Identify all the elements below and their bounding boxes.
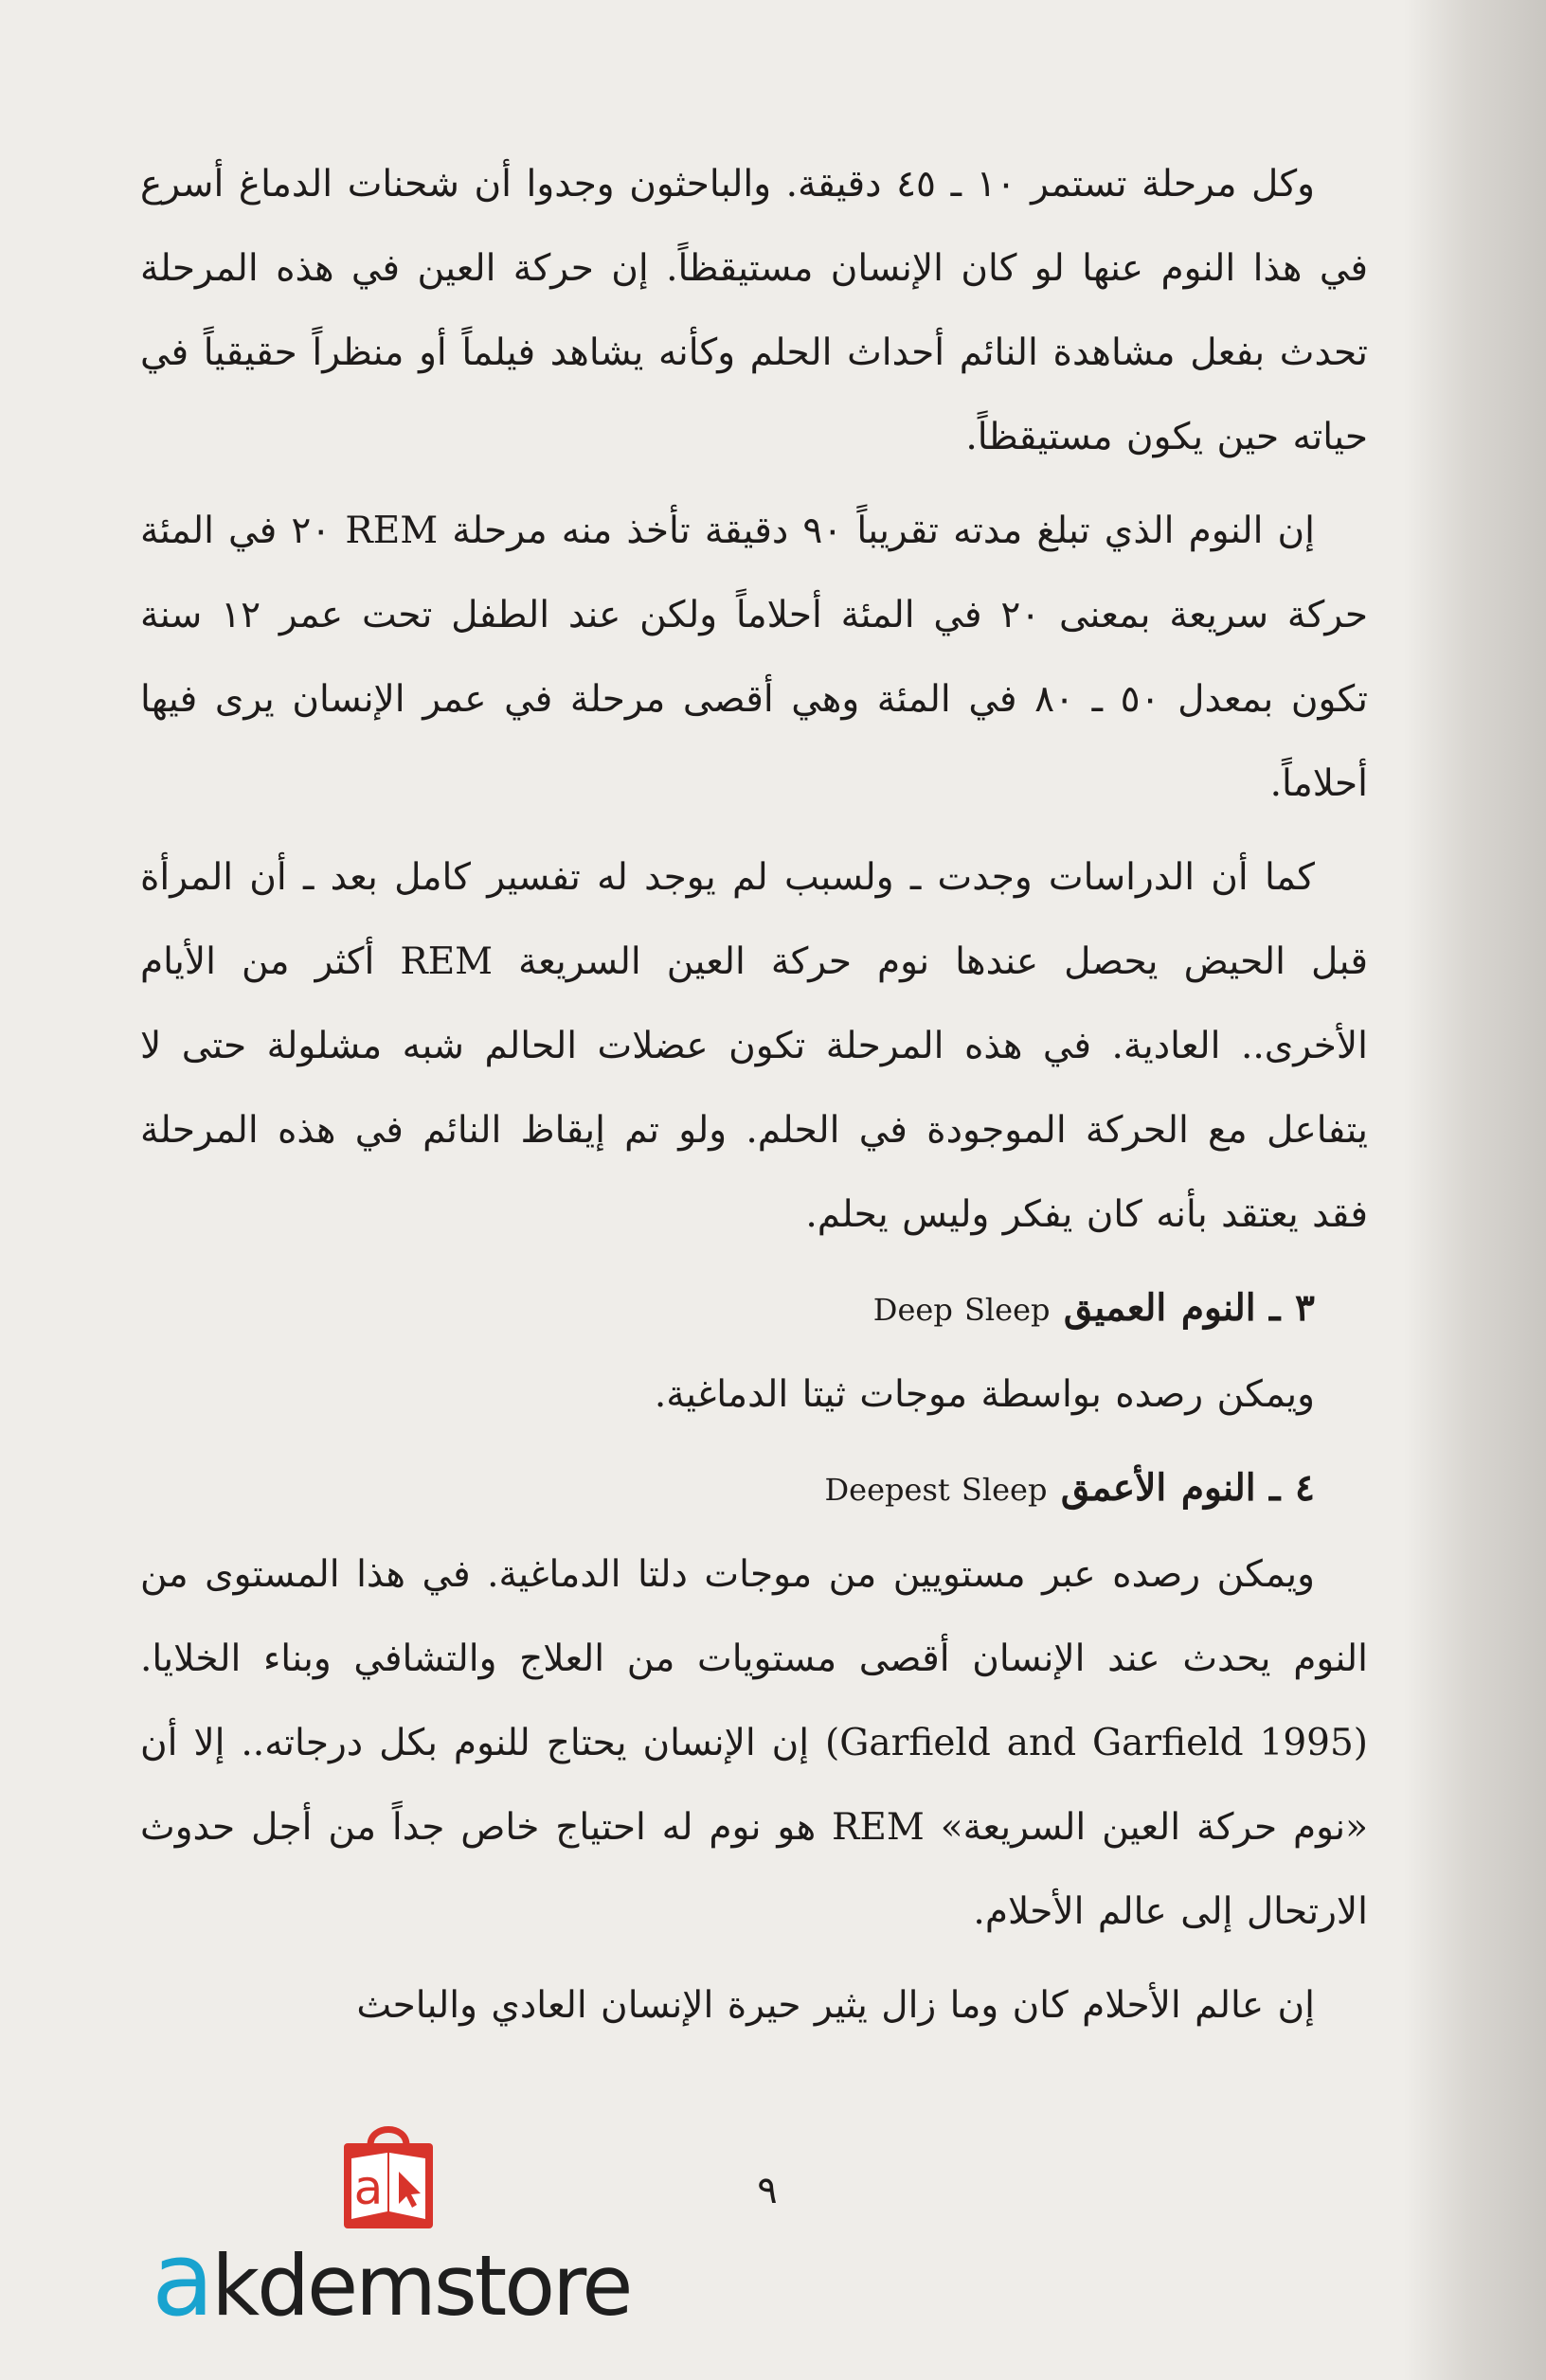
paragraph-2: إن النوم الذي تبلغ مدته تقريباً ٩٠ دقيقة تأخذ منه مرحلة REM ٢٠ في المئة حركة سريعة بمعنى ٢٠ في المئة أحلاماً ولكن عند الطفل تحت عمر ١٢ سنة تكون بمعدل ٥٠ ـ ٨٠ في المئة وهي أقصى مرحلة في عمر الإنسان يرى فيها أحلاماً.	[140, 510, 1368, 805]
section-heading-deepest-sleep	[140, 1446, 1368, 1532]
heading-english: Deep Sleep	[872, 1292, 1051, 1328]
paragraph-1: وكل مرحلة تستمر ١٠ ـ ٤٥ دقيقة. والباحثون وجدوا أن شحنات الدماغ أسرع في هذا النوم عنها لو كان الإنسان مستيقظاً. إن حركة العين في هذه المرحلة تحدث بفعل مشاهدة النائم أحداث الحلم وكأنه يشاهد فيلماً أو منظراً حقيقياً في حياته حين يكون مستيقظاً.	[140, 163, 1368, 458]
paragraph-5: ويمكن رصده عبر مستويين من موجات دلتا الدماغية. في هذا المستوى من النوم يحدث عند الإنسان أقصى مستويات من العلاج والتشافي وبناء الخلايا. (Garfield and Garfield 1995) إن الإنسان يحتاج للنوم بكل درجاته.. إلا أن «نوم حركة العين السريعة» REM هو نوم له احتياج خاص جداً من أجل حدوث الارتحال إلى عالم الأحلام.	[140, 1553, 1368, 1933]
heading-number: ٤ ـ	[1269, 1466, 1315, 1510]
heading-number: ٣ ـ	[1269, 1286, 1315, 1330]
heading-arabic: النوم العميق	[1063, 1286, 1256, 1330]
paragraph-3: كما أن الدراسات وجدت ـ ولسبب لم يوجد له تفسير كامل بعد ـ أن المرأة قبل الحيض يحصل عندها نوم حركة العين السريعة REM أكثر من الأيام الأخرى.. العادية. في هذه المرحلة تكون عضلات الحالم شبه مشلولة حتى لا يتفاعل مع الحركة الموجودة في الحلم. ولو تم إيقاظ النائم في هذه المرحلة فقد يعتقد بأنه كان يفكر وليس يحلم.	[140, 856, 1368, 1236]
logo-icon-letter: a	[353, 2160, 384, 2215]
logo-letter-a: a	[152, 2221, 212, 2339]
paragraph-4: ويمكن رصده بواسطة موجات ثيتا الدماغية.	[654, 1373, 1315, 1416]
logo-wordmark	[152, 2221, 630, 2339]
page-edge-shadow	[1404, 0, 1546, 2380]
section-heading-deep-sleep	[140, 1266, 1368, 1352]
heading-arabic: النوم الأعمق	[1060, 1466, 1256, 1510]
heading-english: Deepest Sleep	[824, 1472, 1048, 1508]
akdemstore-logo	[152, 2117, 644, 2339]
logo-wordmark-rest: kdemstore	[211, 2237, 631, 2335]
paragraph-6: إن عالم الأحلام كان وما زال يثير حيرة الإنسان العادي والباحث	[356, 1984, 1315, 2027]
page-number: ٩	[757, 2169, 778, 2212]
page-body	[140, 142, 1368, 2057]
shopping-bag-icon	[336, 2117, 440, 2230]
